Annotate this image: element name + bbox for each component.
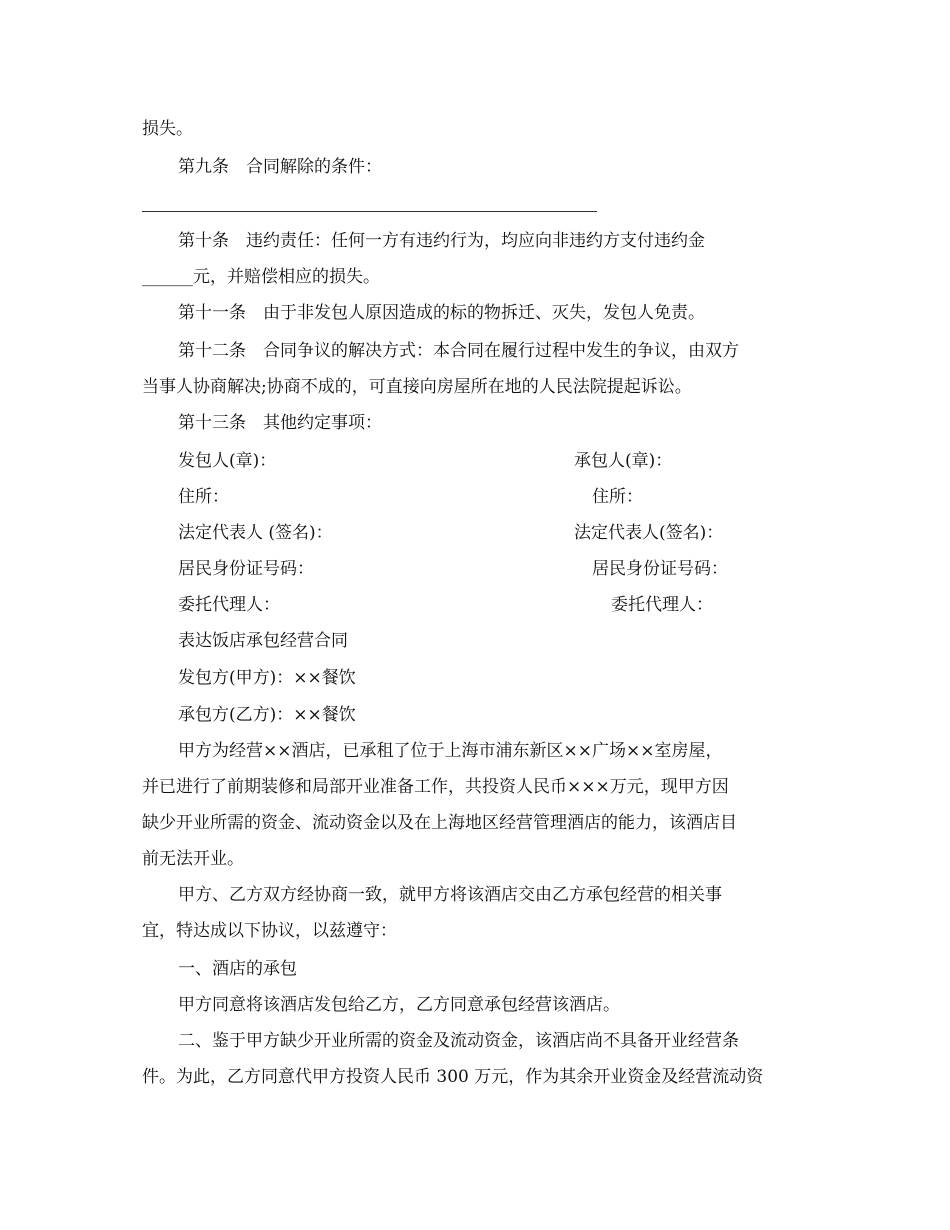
article-10: 第十条 违约责任：任何一方有违约行为，均应向非违约方支付违约金 bbox=[178, 231, 705, 251]
para-2-line-1: 甲方、乙方双方经协商一致，就甲方将该酒店交由乙方承包经营的相关事 bbox=[178, 885, 722, 905]
sig-right-3: 法定代表人(签名)： bbox=[574, 523, 724, 543]
sig-right-1: 承包人(章)： bbox=[574, 451, 673, 471]
sig-left-1: 发包人(章)： bbox=[178, 451, 277, 471]
party-a: 发包方(甲方)：××餐饮 bbox=[178, 668, 356, 688]
sig-left-2: 住所： bbox=[178, 487, 229, 507]
sig-right-5: 委托代理人： bbox=[611, 595, 713, 615]
para-1-line-3: 缺少开业所需的资金、流动资金以及在上海地区经营管理酒店的能力，该酒店目 bbox=[142, 813, 737, 833]
article-12-cont: 当事人协商解决;协商不成的，可直接向房屋所在地的人民法院提起诉讼。 bbox=[142, 377, 692, 397]
sig-right-2: 住所： bbox=[592, 487, 643, 507]
article-11: 第十一条 由于非发包人原因造成的标的物拆迁、灭失，发包人免责。 bbox=[178, 303, 705, 323]
section-2-line-2: 件。为此，乙方同意代甲方投资人民币 300 万元，作为其余开业资金及经营流动资 bbox=[142, 1067, 764, 1087]
section-1-heading: 一、酒店的承包 bbox=[178, 959, 297, 979]
article-10-cont: ______元，并赔偿相应的损失。 bbox=[142, 267, 380, 287]
sig-left-5: 委托代理人： bbox=[178, 595, 280, 615]
para-1-line-2: 并已进行了前期装修和局部开业准备工作，共投资人民币×××万元，现甲方因 bbox=[142, 777, 729, 797]
para-1-line-1: 甲方为经营××酒店，已承租了位于上海市浦东新区××广场××室房屋， bbox=[178, 741, 723, 761]
article-13: 第十三条 其他约定事项： bbox=[178, 413, 382, 433]
sig-right-4: 居民身份证号码： bbox=[592, 559, 728, 579]
article-12: 第十二条 合同争议的解决方式：本合同在履行过程中发生的争议，由双方 bbox=[178, 341, 739, 361]
para-1-line-4: 前无法开业。 bbox=[142, 849, 244, 869]
para-2-line-2: 宜，特达成以下协议，以兹遵守： bbox=[142, 921, 397, 941]
article-9: 第九条 合同解除的条件： bbox=[178, 157, 382, 177]
section-1-text: 甲方同意将该酒店发包给乙方，乙方同意承包经营该酒店。 bbox=[178, 995, 620, 1015]
text-line-loss: 损失。 bbox=[142, 119, 193, 139]
section-2-line-1: 二、鉴于甲方缺少开业所需的资金及流动资金，该酒店尚不具备开业经营条 bbox=[178, 1031, 739, 1051]
blank-underline bbox=[142, 211, 597, 212]
party-b: 承包方(乙方)：××餐饮 bbox=[178, 705, 356, 725]
sig-left-4: 居民身份证号码： bbox=[178, 559, 314, 579]
sig-left-3: 法定代表人 (签名)： bbox=[178, 523, 333, 543]
contract-title: 表达饭店承包经营合同 bbox=[178, 631, 348, 651]
